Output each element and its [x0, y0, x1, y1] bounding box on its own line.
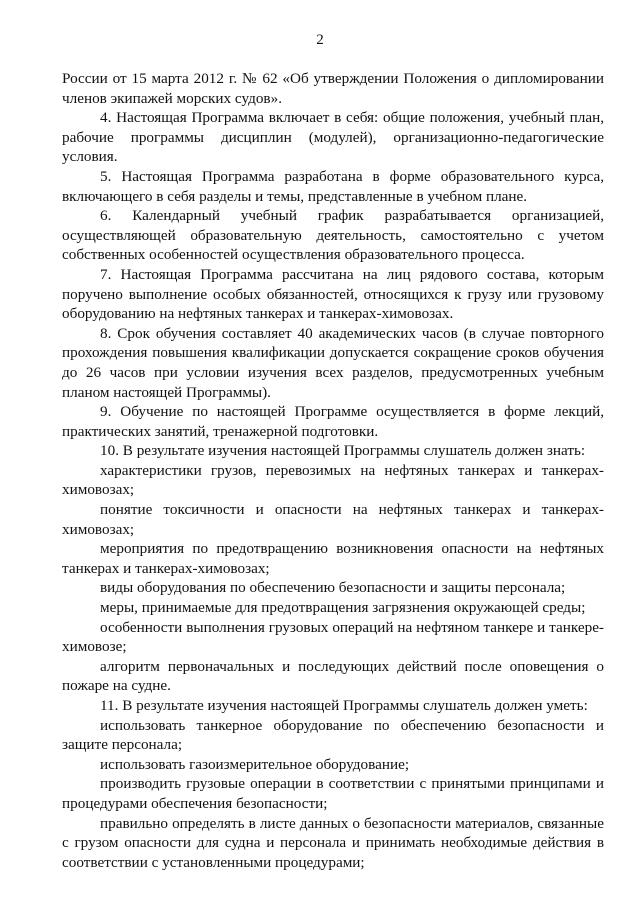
paragraph-8-duration: 8. Срок обучения составляет 40 академических часов (в случае повторного прохождения повышения квалификации допускается сокращение сроков обучения до 26 часов при условии изучения всех разделов, предусмотренных учебным планом настоящей Программы).	[62, 324, 604, 401]
paragraph-7-target-audience: 7. Настоящая Программа рассчитана на лиц рядового состава, которым поручено выполнение особых обязанностей, относящихся к грузу или грузовому оборудованию на нефтяных танкерах и танкерах-химовозах.	[62, 265, 604, 323]
paragraph-1-continuation: России от 15 марта 2012 г. № 62 «Об утверждении Положения о дипломировании членов экипажей морских судов».	[62, 70, 604, 107]
list-item-determine-hazards: правильно определять в листе данных о безопасности материалов, связанные с грузом опасности для судна и персонала и принимать необходимые действия в соответствии с установленными процедурами;	[62, 814, 604, 871]
list-item-hazard-prevention: мероприятия по предотвращению возникновения опасности на нефтяных танкерах и танкерах-химовозах;	[62, 540, 604, 577]
list-item-cargo-operations: особенности выполнения грузовых операций на нефтяном танкере и танкере-химовозе;	[62, 618, 604, 656]
paragraph-5-program-form: 5. Настоящая Программа разработана в форме образовательного курса, включающего в себя разделы и темы, представленные в учебном плане.	[62, 167, 604, 205]
document-body	[62, 69, 604, 872]
list-item-use-tanker-equipment: использовать танкерное оборудование по обеспечению безопасности и защите персонала;	[62, 716, 604, 754]
paragraph-6-calendar-schedule: 6. Календарный учебный график разрабатывается организацией, осуществляющей образовательную деятельность, самостоятельно с учетом собственных особенностей осуществления образовательного процесса.	[62, 207, 604, 264]
paragraph-11-must-be-able: 11. В результате изучения настоящей Программы слушатель должен уметь:	[100, 697, 588, 714]
list-item-safety-equipment: виды оборудования по обеспечению безопасности и защиты персонала;	[100, 579, 566, 597]
list-item-fire-response: алгоритм первоначальных и последующих действий после оповещения о пожаре на судне.	[62, 657, 604, 695]
list-item-use-gas-measuring: использовать газоизмерительное оборудование;	[100, 755, 410, 773]
paragraph-10-must-know: 10. В результате изучения настоящей Программы слушатель должен знать:	[100, 442, 586, 460]
list-item-toxicity-hazard: понятие токсичности и опасности на нефтяных танкерах и танкерах-химовозах;	[62, 501, 604, 538]
paragraph-9-training-form: 9. Обучение по настоящей Программе осуществляется в форме лекций, практических занятий, тренажерной подготовки.	[62, 403, 604, 440]
list-item-perform-cargo-operations: производить грузовые операции в соответствии с принятыми принципами и процедурами обеспечения безопасности;	[62, 775, 604, 812]
paragraph-4-program-contents: 4. Настоящая Программа включает в себя: общие положения, учебный план, рабочие программы дисциплин (модулей), организационно-педагогические условия.	[62, 109, 604, 166]
list-item-cargo-characteristics: характеристики грузов, перевозимых на нефтяных танкерах и танкерах-химовозах;	[62, 461, 604, 499]
list-item-pollution-prevention: меры, принимаемые для предотвращения загрязнения окружающей среды;	[100, 599, 586, 617]
page-number: 2	[316, 32, 324, 48]
